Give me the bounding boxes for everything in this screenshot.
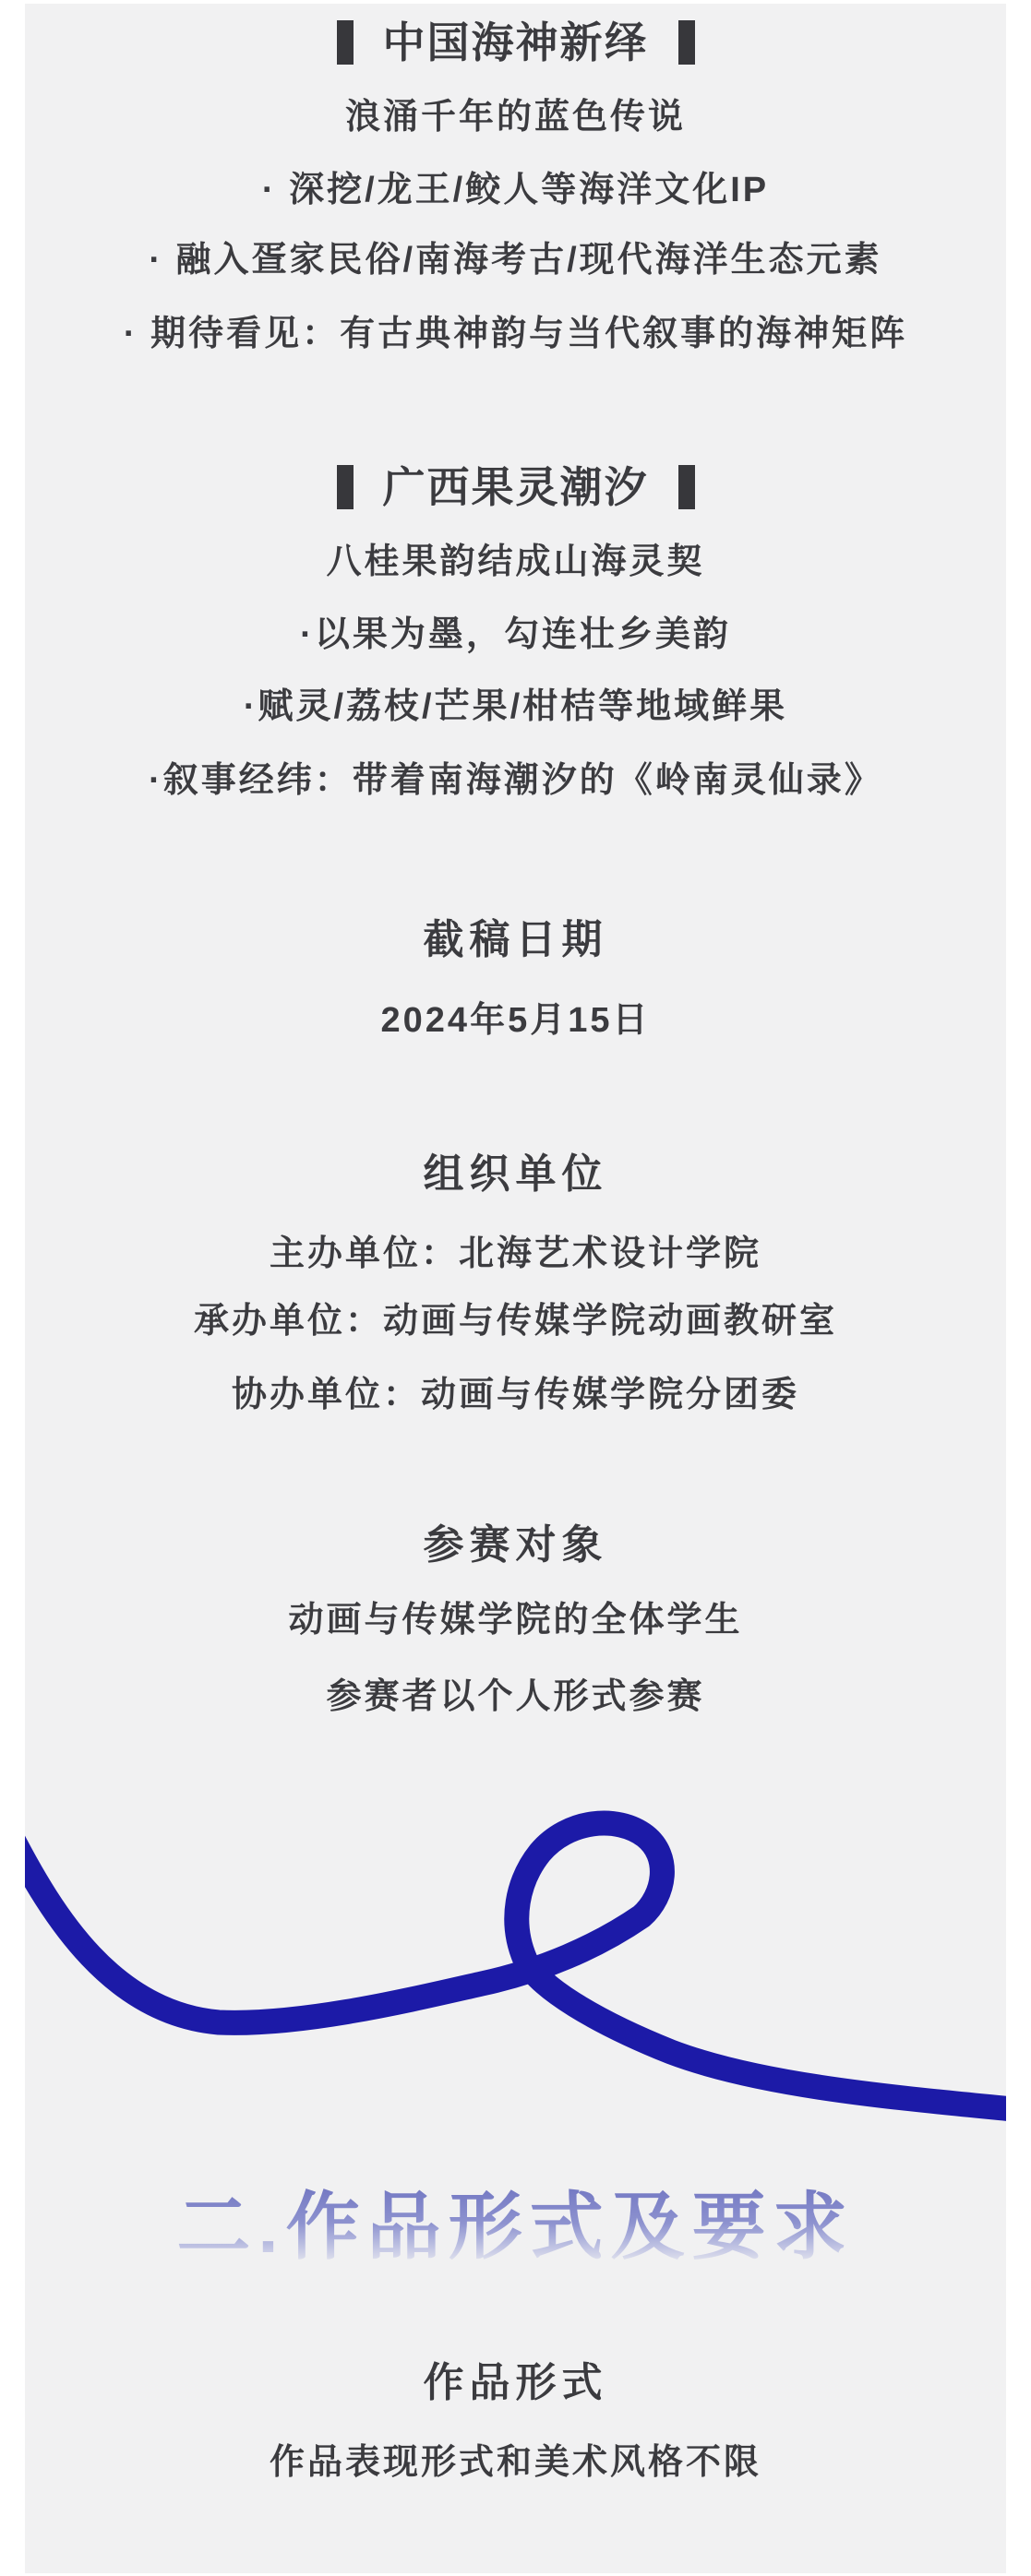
deadline-heading: 截稿日期: [423, 917, 608, 962]
organizers-heading: 组织单位: [423, 1151, 608, 1197]
deadline-date: 2024年5月15日: [380, 1001, 651, 1040]
participants-line-2: 参赛者以个人形式参赛: [326, 1677, 705, 1716]
sea-god-title-text: 中国海神新绎: [382, 18, 649, 66]
sea-god-bullet-3: · 期待看见：有古典神韵与当代叙事的海神矩阵: [123, 315, 908, 353]
guangxi-bullet-1: ·以果为墨，勾连壮乡美韵: [300, 615, 731, 654]
sea-god-subtitle: 浪涌千年的蓝色传说: [344, 98, 686, 137]
participants-heading: 参赛对象: [423, 1522, 608, 1568]
title-bar-icon: [337, 465, 354, 509]
organizer-co-organizer: 协办单位：动画与传媒学院分团委: [231, 1376, 799, 1414]
title-bar-icon: [678, 20, 695, 65]
sea-god-bullet-2: · 融入疍家民俗/南海考古/现代海洋生态元素: [149, 241, 882, 280]
guangxi-bullet-3: ·叙事经纬：带着南海潮汐的《岭南灵仙录》: [149, 761, 882, 800]
work-form-line: 作品表现形式和美术风格不限: [269, 2443, 761, 2482]
work-form-heading: 作品形式: [423, 2360, 608, 2405]
organizer-undertaker: 承办单位：动画与传媒学院动画教研室: [193, 1302, 837, 1341]
sea-god-title: [25, 18, 1006, 67]
participants-line-1: 动画与传媒学院的全体学生: [288, 1601, 743, 1640]
guangxi-subtitle: 八桂果韵结成山海灵契: [326, 543, 705, 581]
title-bar-icon: [678, 465, 695, 509]
guangxi-title: [25, 463, 1006, 512]
blue-loop-squiggle: [25, 1718, 1006, 2142]
sea-god-bullet-1: · 深挖/龙王/鲛人等海洋文化IP: [261, 171, 770, 209]
section-two-title: 二.作品形式及要求: [25, 2185, 1006, 2270]
organizer-host: 主办单位：北海艺术设计学院: [269, 1234, 761, 1273]
blue-loop-path: [25, 1823, 1006, 2110]
guangxi-title-text: 广西果灵潮汐: [382, 463, 649, 511]
guangxi-bullet-2: ·赋灵/荔枝/芒果/柑桔等地域鲜果: [243, 687, 788, 726]
title-bar-icon: [337, 20, 354, 65]
